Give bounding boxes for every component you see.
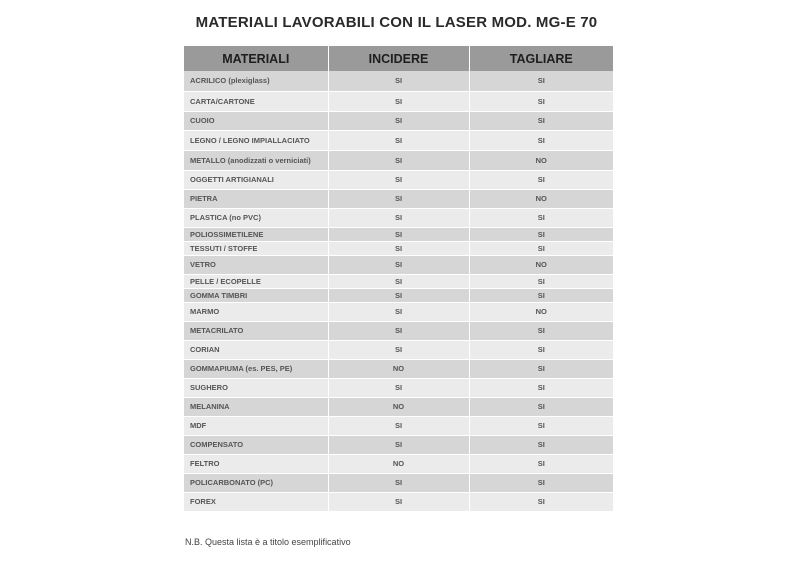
table-row: [184, 241, 613, 255]
tagliare-cell: SI: [469, 454, 613, 473]
tagliare-cell: SI: [469, 378, 613, 397]
incidere-cell: SI: [328, 170, 469, 189]
incidere-cell: NO: [328, 397, 469, 416]
incidere-cell: SI: [328, 111, 469, 130]
table-row: [184, 189, 613, 208]
tagliare-cell: SI: [469, 91, 613, 111]
tagliare-cell: SI: [469, 435, 613, 454]
table-row: [184, 255, 613, 274]
tagliare-cell: SI: [469, 130, 613, 150]
tagliare-cell: NO: [469, 302, 613, 321]
table-row: [184, 170, 613, 189]
material-cell: METALLO (anodizzati o verniciati): [184, 150, 328, 170]
tagliare-cell: SI: [469, 208, 613, 227]
table-row: [184, 91, 613, 111]
incidere-cell: SI: [328, 274, 469, 288]
material-cell: GOMMA TIMBRI: [184, 288, 328, 302]
table-row: [184, 378, 613, 397]
header-incidere: INCIDERE: [328, 46, 469, 71]
table-row: [184, 288, 613, 302]
incidere-cell: SI: [328, 227, 469, 241]
incidere-cell: SI: [328, 340, 469, 359]
table-row: [184, 397, 613, 416]
material-cell: CARTA/CARTONE: [184, 91, 328, 111]
tagliare-cell: NO: [469, 255, 613, 274]
incidere-cell: SI: [328, 189, 469, 208]
material-cell: FELTRO: [184, 454, 328, 473]
table-row: [184, 359, 613, 378]
incidere-cell: SI: [328, 321, 469, 340]
material-cell: TESSUTI / STOFFE: [184, 241, 328, 255]
incidere-cell: SI: [328, 241, 469, 255]
materials-table: [184, 46, 613, 512]
incidere-cell: SI: [328, 378, 469, 397]
incidere-cell: SI: [328, 150, 469, 170]
material-cell: PIETRA: [184, 189, 328, 208]
table-row: [184, 274, 613, 288]
tagliare-cell: SI: [469, 492, 613, 511]
incidere-cell: SI: [328, 492, 469, 511]
header-materiali: MATERIALI: [184, 46, 328, 71]
tagliare-cell: SI: [469, 170, 613, 189]
table-row: [184, 321, 613, 340]
table-row: [184, 302, 613, 321]
material-cell: FOREX: [184, 492, 328, 511]
incidere-cell: SI: [328, 435, 469, 454]
material-cell: CORIAN: [184, 340, 328, 359]
incidere-cell: SI: [328, 288, 469, 302]
tagliare-cell: SI: [469, 359, 613, 378]
material-cell: MARMO: [184, 302, 328, 321]
table-row: [184, 227, 613, 241]
tagliare-cell: SI: [469, 321, 613, 340]
tagliare-cell: NO: [469, 189, 613, 208]
tagliare-cell: SI: [469, 111, 613, 130]
table-row: [184, 208, 613, 227]
tagliare-cell: SI: [469, 416, 613, 435]
tagliare-cell: SI: [469, 71, 613, 91]
material-cell: GOMMAPIUMA (es. PES, PE): [184, 359, 328, 378]
table-row: [184, 473, 613, 492]
material-cell: ACRILICO (plexiglass): [184, 71, 328, 91]
incidere-cell: SI: [328, 130, 469, 150]
material-cell: VETRO: [184, 255, 328, 274]
table-row: [184, 454, 613, 473]
material-cell: MELANINA: [184, 397, 328, 416]
tagliare-cell: SI: [469, 227, 613, 241]
material-cell: PLASTICA (no PVC): [184, 208, 328, 227]
table-row: [184, 416, 613, 435]
material-cell: SUGHERO: [184, 378, 328, 397]
incidere-cell: SI: [328, 71, 469, 91]
table-row: [184, 492, 613, 511]
tagliare-cell: SI: [469, 473, 613, 492]
tagliare-cell: SI: [469, 397, 613, 416]
tagliare-cell: SI: [469, 340, 613, 359]
material-cell: COMPENSATO: [184, 435, 328, 454]
page-title: MATERIALI LAVORABILI CON IL LASER MOD. MG-E 70: [195, 14, 598, 31]
material-cell: CUOIO: [184, 111, 328, 130]
table-row: [184, 340, 613, 359]
table-row: [184, 130, 613, 150]
material-cell: POLICARBONATO (PC): [184, 473, 328, 492]
table-row: [184, 435, 613, 454]
incidere-cell: SI: [328, 208, 469, 227]
table-row: [184, 71, 613, 91]
tagliare-cell: SI: [469, 288, 613, 302]
tagliare-cell: SI: [469, 274, 613, 288]
tagliare-cell: NO: [469, 150, 613, 170]
table-header-row: [184, 46, 613, 71]
material-cell: MDF: [184, 416, 328, 435]
table-row: [184, 111, 613, 130]
header-tagliare: TAGLIARE: [469, 46, 613, 71]
incidere-cell: SI: [328, 302, 469, 321]
incidere-cell: SI: [328, 416, 469, 435]
incidere-cell: NO: [328, 359, 469, 378]
incidere-cell: SI: [328, 473, 469, 492]
footnote: N.B. Questa lista è a titolo esemplificativo: [185, 537, 351, 547]
material-cell: LEGNO / LEGNO IMPIALLACIATO: [184, 130, 328, 150]
material-cell: POLIOSSIMETILENE: [184, 227, 328, 241]
incidere-cell: NO: [328, 454, 469, 473]
material-cell: METACRILATO: [184, 321, 328, 340]
table-row: [184, 150, 613, 170]
tagliare-cell: SI: [469, 241, 613, 255]
material-cell: OGGETTI ARTIGIANALI: [184, 170, 328, 189]
incidere-cell: SI: [328, 91, 469, 111]
incidere-cell: SI: [328, 255, 469, 274]
material-cell: PELLE / ECOPELLE: [184, 274, 328, 288]
